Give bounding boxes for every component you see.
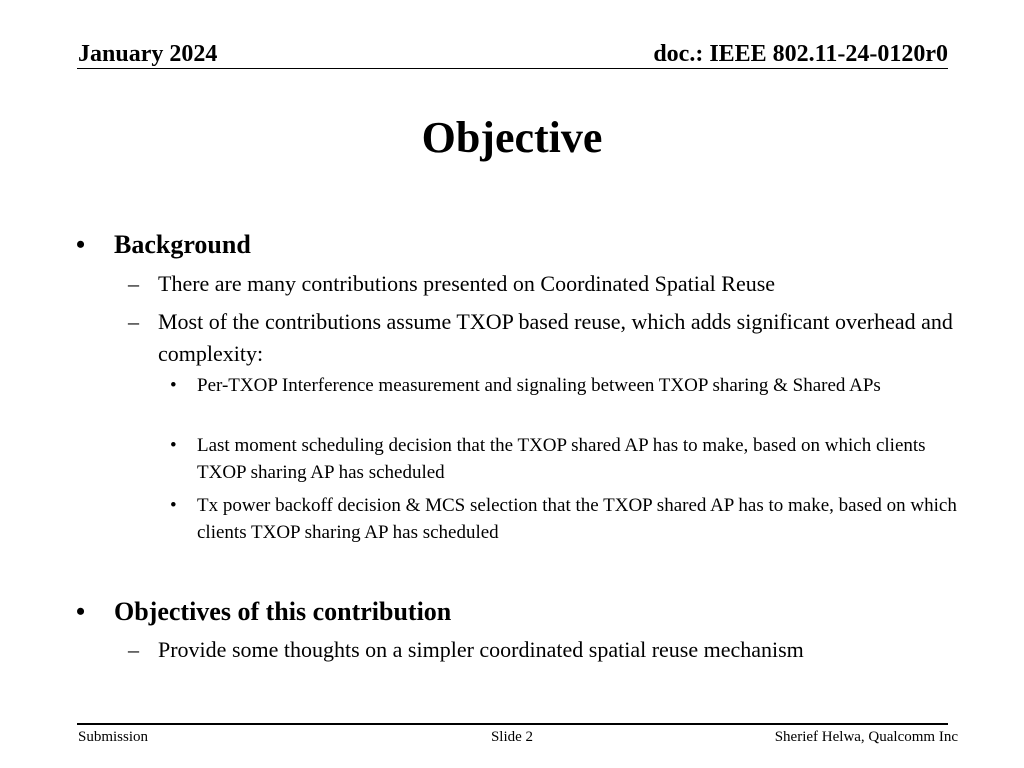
bullet-objectives	[76, 597, 956, 627]
footer-submission: Submission	[78, 729, 149, 745]
bullet-background	[76, 230, 956, 260]
list-item	[128, 268, 958, 300]
footer-rule	[77, 723, 948, 725]
header-date: January 2024	[78, 41, 218, 67]
sub-list-item-text: Last moment scheduling decision that the TXOP shared AP has to make, based on which clients TXOP sharing AP has scheduled	[197, 435, 926, 483]
list-item	[128, 634, 958, 666]
dash-marker: –	[128, 309, 139, 334]
footer-author: Sherief Helwa, Qualcomm Inc	[774, 729, 958, 745]
bullet-marker: •	[170, 375, 177, 396]
bullet-marker: •	[76, 230, 86, 259]
slide-title: Objective	[421, 113, 603, 162]
bullet-marker: •	[170, 435, 177, 456]
sub-list-item	[170, 492, 970, 546]
bullet-background-label: Background	[114, 230, 251, 259]
sub-list-item-text: Tx power backoff decision & MCS selection that the TXOP shared AP has to make, based on which clients TXOP sharing AP has scheduled	[197, 495, 957, 543]
bullet-marker: •	[170, 495, 177, 516]
footer-slide-number: Slide 2	[490, 729, 534, 745]
bullet-objectives-label: Objectives of this contribution	[114, 597, 452, 626]
dash-marker: –	[128, 637, 139, 662]
bullet-marker: •	[76, 597, 86, 626]
sub-list-item	[170, 372, 970, 399]
sub-list-item-text: Per-TXOP Interference measurement and signaling between TXOP sharing & Shared APs	[197, 375, 881, 396]
list-item-text: There are many contributions presented on Coordinated Spatial Reuse	[158, 271, 776, 296]
header-doc-id: doc.: IEEE 802.11-24-0120r0	[653, 41, 948, 67]
sub-list-item	[170, 432, 970, 486]
header-rule	[77, 68, 948, 69]
list-item-text: Most of the contributions assume TXOP based reuse, which adds significant overhead and complexity:	[158, 309, 953, 366]
list-item-text: Provide some thoughts on a simpler coordinated spatial reuse mechanism	[158, 637, 804, 662]
list-item	[128, 306, 958, 370]
dash-marker: –	[128, 271, 139, 296]
